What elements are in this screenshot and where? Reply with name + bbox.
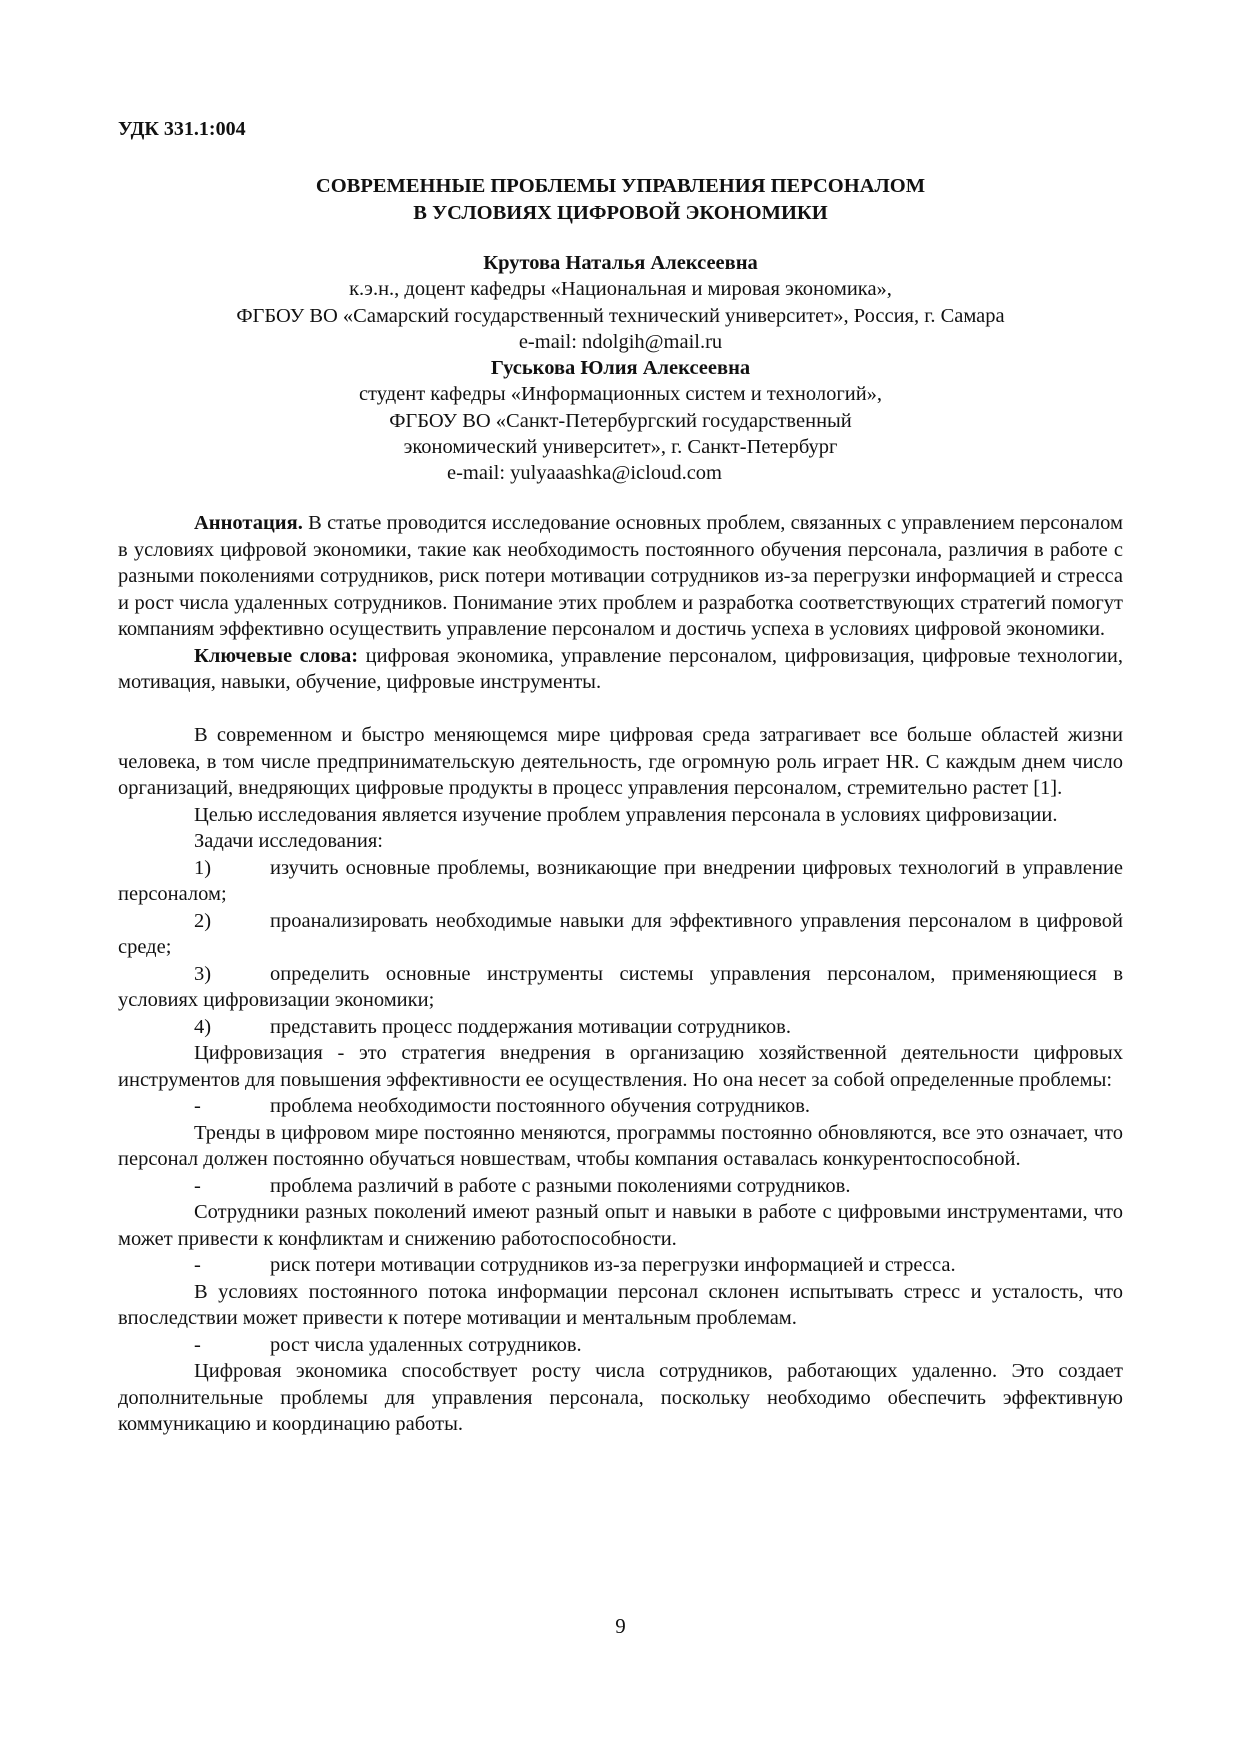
body-paragraph-trends: Тренды в цифровом мире постоянно меняются, программы постоянно обновляются, все это означает, что персонал должен постоянно обучаться новшествам, чтобы компания оставалась конкурентоспособной.: [118, 1121, 1123, 1170]
task-item-4: [118, 1014, 1123, 1041]
task-text: проанализировать необходимые навыки для эффективного управления персоналом в цифровой среде;: [118, 909, 1123, 958]
title-line-1: СОВРЕМЕННЫЕ ПРОБЛЕМЫ УПРАВЛЕНИЯ ПЕРСОНАЛОМ: [315, 175, 926, 197]
abstract-paragraph: [118, 510, 1123, 643]
problem-bullet-4: [118, 1332, 1123, 1359]
spacer: [118, 696, 1123, 723]
author-2-affiliation-line-1: ФГБОУ ВО «Санкт-Петербургский государственный: [389, 409, 852, 432]
body-paragraph-stress: В условиях постоянного потока информации персонал склонен испытывать стресс и усталость, что впоследствии может привести к потере мотивации и ментальным проблемам.: [118, 1280, 1123, 1329]
keywords-text: цифровая экономика, управление персоналом, цифровизация, цифровые технологии, мотивация, навыки, обучение, цифровые инструменты.: [118, 644, 1123, 693]
task-item-2: [118, 908, 1123, 961]
bullet-text: рост числа удаленных сотрудников.: [270, 1333, 582, 1356]
author-1-email: e-mail: ndolgih@mail.ru: [518, 330, 723, 353]
udk-code: УДК 331.1:004: [118, 118, 246, 140]
task-item-1: [118, 855, 1123, 908]
abstract-label: Аннотация.: [194, 512, 303, 534]
article-title: [118, 173, 1123, 226]
dash-marker: -: [194, 1174, 201, 1197]
author-1-name: Крутова Наталья Алексеевна: [483, 252, 758, 274]
task-text: представить процесс поддержания мотивации сотрудников.: [270, 1015, 791, 1038]
bullet-text: проблема различий в работе с разными поколениями сотрудников.: [270, 1174, 851, 1197]
author-2-affiliation-line-2: экономический университет», г. Санкт-Петербург: [403, 436, 838, 459]
author-1-affiliation: ФГБОУ ВО «Самарский государственный технический университет», Россия, г. Самара: [236, 304, 1005, 327]
body-paragraph-remote: Цифровая экономика способствует росту числа сотрудников, работающих удаленно. Это создает дополнительные проблемы для управления персонала, поскольку необходимо обеспечить эффективную коммуникацию и координацию работы.: [118, 1360, 1123, 1435]
dash-marker: -: [194, 1333, 201, 1356]
problem-bullet-1: [118, 1093, 1123, 1120]
bullet-text: риск потери мотивации сотрудников из-за перегрузки информацией и стресса.: [270, 1254, 956, 1276]
task-item-3: [118, 961, 1123, 1014]
author-2-position: студент кафедры «Информационных систем и технологий»,: [358, 383, 883, 406]
body-paragraph-1: В современном и быстро меняющемся мире цифровая среда затрагивает все больше областей жизни человека, в том числе предпринимательскую деятельность, где огромную роль играет HR. С каждым днем число организаций, внедряющих цифровые продукты в процесс управления персоналом, стремительно растет [1].: [118, 724, 1123, 799]
dash-marker: -: [194, 1095, 201, 1117]
problem-bullet-3: [118, 1252, 1123, 1279]
task-text: определить основные инструменты системы управления персоналом, применяющиеся в условиях цифровизации экономики;: [118, 962, 1123, 1011]
author-2-email: e-mail: yulyaaashka@icloud.com: [446, 462, 723, 485]
problem-bullet-2: [118, 1173, 1123, 1200]
article-body: [118, 510, 1123, 1438]
task-number: 3): [194, 962, 212, 985]
body-paragraph-generations: Сотрудники разных поколений имеют разный опыт и навыки в работе с цифровыми инструментами, что может привести к конфликтам и снижению работоспособности.: [118, 1201, 1123, 1250]
title-line-2: В УСЛОВИЯХ ЦИФРОВОЙ ЭКОНОМИКИ: [413, 201, 828, 224]
bullet-text: проблема необходимости постоянного обучения сотрудников.: [270, 1095, 811, 1117]
author-1-position: к.э.н., доцент кафедры «Национальная и мировая экономика»,: [349, 278, 892, 301]
dash-marker: -: [194, 1254, 201, 1276]
task-number: 2): [194, 909, 212, 932]
task-number: 4): [194, 1015, 212, 1038]
abstract-text: В статье проводится исследование основных проблем, связанных с управлением персоналом в условиях цифровой экономики, такие как необходимость постоянного обучения персонала, различия в работе с разными поколениями сотрудников, риск потери мотивации сотрудников из-за перегрузки информацией и стресса и рост числа удаленных сотрудников. Понимание этих проблем и разработка соответствующих стратегий помогут компаниям эффективно осуществить управление персоналом и достичь успеха в условиях цифровой экономики.: [118, 512, 1123, 640]
author-2-name: Гуськова Юлия Алексеевна: [490, 357, 751, 380]
body-paragraph-2: Целью исследования является изучение проблем управления персонала в условиях цифровизации.: [194, 803, 1058, 826]
page-number: 9: [615, 1614, 626, 1638]
author-block: [118, 250, 1123, 487]
task-text: изучить основные проблемы, возникающие при внедрении цифровых технологий в управление персоналом;: [118, 856, 1123, 905]
body-paragraph-digitalization: Цифровизация - это стратегия внедрения в организацию хозяйственной деятельности цифровых инструментов для повышения эффективности ее осуществления. Но она несет за собой определенные проблемы:: [118, 1042, 1123, 1091]
task-number: 1): [194, 856, 212, 879]
tasks-heading: Задачи исследования:: [194, 830, 383, 852]
keywords-paragraph: [118, 643, 1123, 696]
keywords-label: Ключевые слова:: [194, 644, 359, 667]
